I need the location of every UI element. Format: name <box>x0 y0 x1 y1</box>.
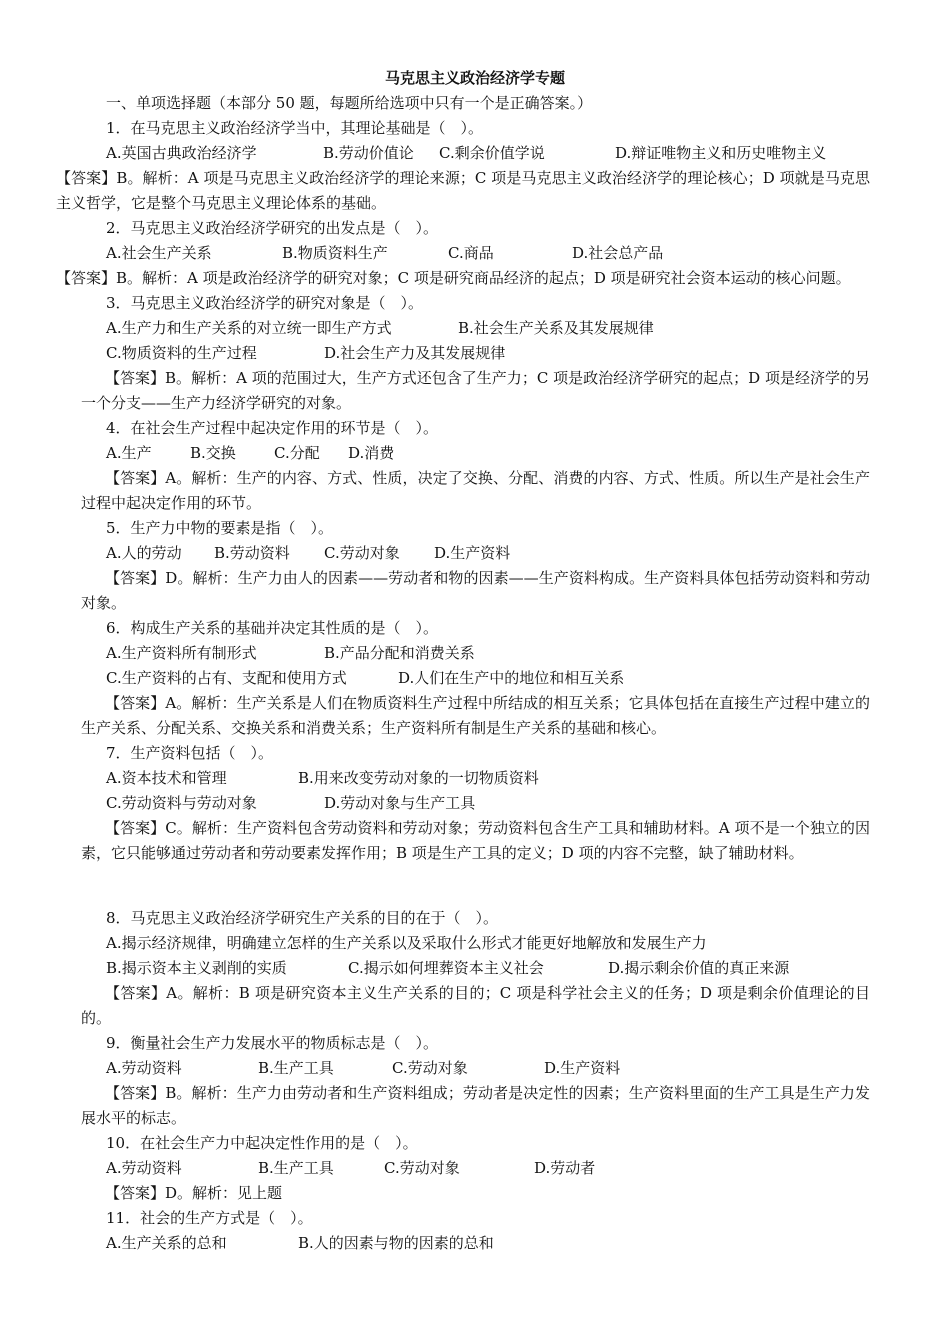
option-d: D.社会生产力及其发展规律 <box>324 344 506 362</box>
option-d: D.消费 <box>348 444 395 462</box>
answer-10: 【答案】D。解析：见上题 <box>105 1184 283 1202</box>
options-11 <box>82 1231 870 1256</box>
option-c: C.物质资料的生产过程 <box>106 344 257 362</box>
options-6b <box>82 666 870 691</box>
options-5 <box>82 541 870 566</box>
options-9 <box>82 1056 870 1081</box>
option-c: C.劳动对象 <box>392 1059 468 1077</box>
option-c: C.商品 <box>448 244 494 262</box>
page-title: 马克思主义政治经济学专题 <box>384 69 565 87</box>
option-d: D.劳动者 <box>534 1159 596 1177</box>
option-c: C.剩余价值学说 <box>439 144 545 162</box>
option-a: A.资本技术和管理 <box>106 769 227 787</box>
option-a: A.生产资料所有制形式 <box>106 644 257 662</box>
option-b: B.社会生产关系及其发展规律 <box>458 319 654 337</box>
option-c: C.劳动对象 <box>324 544 400 562</box>
answer-7: 【答案】C。解析：生产资料包含劳动资料和劳动对象；劳动资料包含生产工具和辅助材料。A 项不是一个独立的因素，它只能够通过劳动者和劳动要素发挥作用；B 项是生产工具的定义；D 项的内容不完整，缺了辅助材料。 <box>81 819 870 862</box>
option-b: B.用来改变劳动对象的一切物质资料 <box>298 769 539 787</box>
answer-5: 【答案】D。解析：生产力由人的因素——劳动者和物的因素——生产资料构成。生产资料具体包括劳动资料和劳动对象。 <box>81 569 870 612</box>
options-3b <box>82 341 870 366</box>
option-c: C.劳动资料与劳动对象 <box>106 794 257 812</box>
answer-4: 【答案】A。解析：生产的内容、方式、性质，决定了交换、分配、消费的内容、方式、性质。所以生产是社会生产过程中起决定作用的环节。 <box>81 469 870 512</box>
option-c: C.劳动对象 <box>384 1159 460 1177</box>
option-b: B.劳动价值论 <box>323 144 414 162</box>
question-2: 2．马克思主义政治经济学研究的出发点是（ ）。 <box>106 219 439 237</box>
question-5: 5．生产力中物的要素是指（ ）。 <box>106 519 334 537</box>
option-a: A.揭示经济规律，明确建立怎样的生产关系以及采取什么形式才能更好地解放和发展生产力 <box>106 934 707 952</box>
option-b: B.人的因素与物的因素的总和 <box>298 1234 494 1252</box>
option-a: A.人的劳动 <box>106 544 182 562</box>
answer-1: 【答案】B。解析：A 项是马克思主义政治经济学的理论来源；C 项是马克思主义政治经济学的理论核心；D 项就是马克思主义哲学，它是整个马克思主义理论体系的基础。 <box>56 169 870 212</box>
option-b: B.物质资料生产 <box>282 244 388 262</box>
option-c: B.揭示资本主义剥削的实质 <box>106 959 287 977</box>
question-7: 7．生产资料包括（ ）。 <box>106 744 274 762</box>
options-7 <box>82 766 870 791</box>
section-heading: 一、单项选择题（本部分 50 题，每题所给选项中只有一个是正确答案。） <box>106 94 593 112</box>
option-d: D.辩证唯物主义和历史唯物主义 <box>615 144 827 162</box>
answer-3: 【答案】B。解析：A 项的范围过大，生产方式还包含了生产力；C 项是政治经济学研究的起点；D 项是经济学的另一个分支——生产力经济学研究的对象。 <box>81 369 870 412</box>
option-d: D.人们在生产中的地位和相互关系 <box>398 669 625 687</box>
question-6: 6．构成生产关系的基础并决定其性质的是（ ）。 <box>106 619 439 637</box>
option-b: B.交换 <box>190 444 236 462</box>
option-a: A.英国古典政治经济学 <box>106 144 257 162</box>
options-10 <box>82 1156 870 1181</box>
option-d: D.社会总产品 <box>572 244 664 262</box>
question-4: 4．在社会生产过程中起决定作用的环节是（ ）。 <box>106 419 439 437</box>
options-7b <box>82 791 870 816</box>
option-a: A.生产 <box>106 444 152 462</box>
option-a: A.劳动资料 <box>106 1059 182 1077</box>
blank-gap <box>82 866 870 906</box>
options-3 <box>82 316 870 341</box>
option-a: A.社会生产关系 <box>106 244 212 262</box>
option-d: D.生产资料 <box>544 1059 621 1077</box>
options-8b <box>82 956 870 981</box>
answer-9: 【答案】B。解析：生产力由劳动者和生产资料组成；劳动者是决定性的因素；生产资料里面的生产工具是生产力发展水平的标志。 <box>81 1084 870 1127</box>
option-a: A.生产力和生产关系的对立统一即生产方式 <box>106 319 392 337</box>
options-6 <box>82 641 870 666</box>
option-b: B.生产工具 <box>258 1159 334 1177</box>
question-10: 10．在社会生产力中起决定性作用的是（ ）。 <box>106 1134 418 1152</box>
option-c: C.生产资料的占有、支配和使用方式 <box>106 669 347 687</box>
options-8 <box>82 931 870 956</box>
question-8: 8．马克思主义政治经济学研究生产关系的目的在于（ ）。 <box>106 909 499 927</box>
document-body <box>56 91 870 1256</box>
options-2 <box>82 241 870 266</box>
answer-6: 【答案】A。解析：生产关系是人们在物质资料生产过程中所结成的相互关系；它具体包括在直接生产过程中建立的生产关系、分配关系、交换关系和消费关系；生产资料所有制是生产关系的基础和核心。 <box>81 694 870 737</box>
answer-8: 【答案】A。解析：B 项是研究资本主义生产关系的目的；C 项是科学社会主义的任务；D 项是剩余价值理论的目的。 <box>81 984 870 1027</box>
question-11: 11．社会的生产方式是（ ）。 <box>106 1209 313 1227</box>
question-9: 9．衡量社会生产力发展水平的物质标志是（ ）。 <box>106 1034 439 1052</box>
option-b: B.生产工具 <box>258 1059 334 1077</box>
options-1 <box>82 141 870 166</box>
option-a: A.劳动资料 <box>106 1159 182 1177</box>
option-a: A.生产关系的总和 <box>106 1234 227 1252</box>
option-c: C.分配 <box>274 444 320 462</box>
options-4 <box>82 441 870 466</box>
option-b: B.产品分配和消费关系 <box>324 644 475 662</box>
answer-2: 【答案】B。解析：A 项是政治经济学的研究对象；C 项是研究商品经济的起点；D 项是研究社会资本运动的核心问题。 <box>56 269 851 287</box>
option-d: D.劳动对象与生产工具 <box>324 794 476 812</box>
option-c: C.揭示如何埋葬资本主义社会 <box>348 959 544 977</box>
option-d: D.揭示剩余价值的真正来源 <box>608 959 790 977</box>
option-b: B.劳动资料 <box>214 544 290 562</box>
question-1: 1．在马克思主义政治经济学当中，其理论基础是（ ）。 <box>106 119 484 137</box>
option-d: D.生产资料 <box>434 544 511 562</box>
question-3: 3．马克思主义政治经济学的研究对象是（ ）。 <box>106 294 424 312</box>
